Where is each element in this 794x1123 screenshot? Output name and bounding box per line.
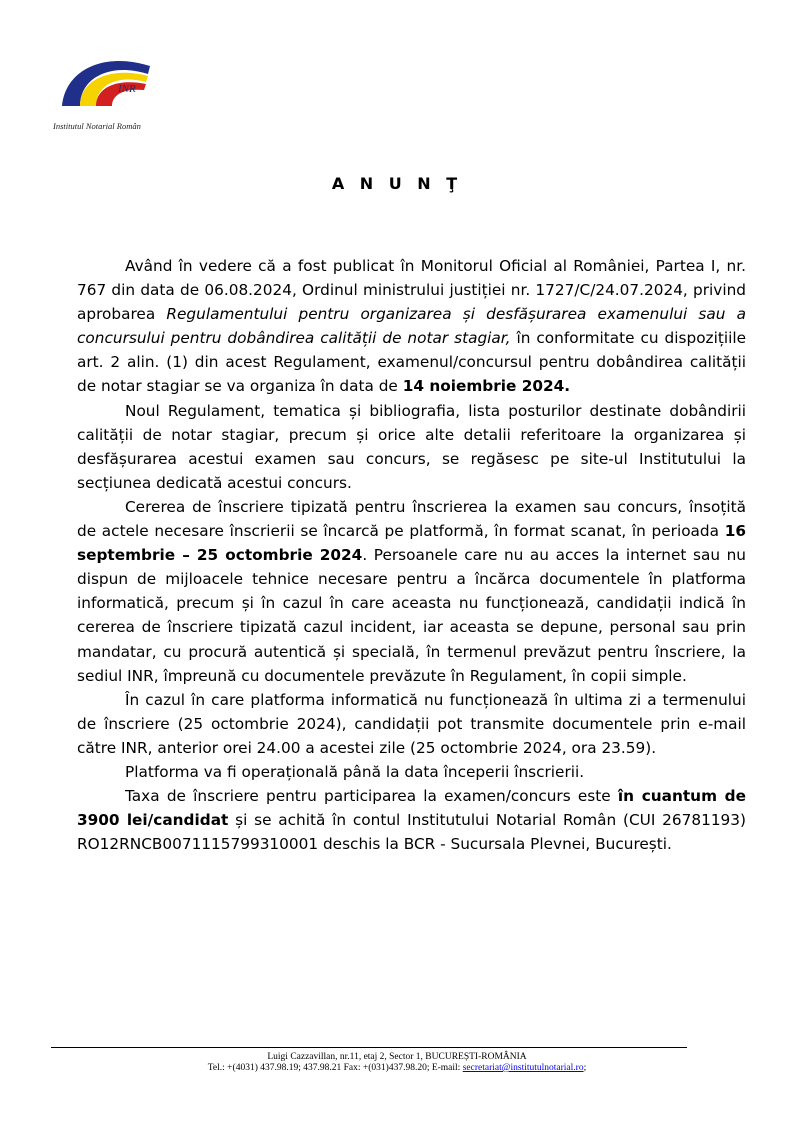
- footer-contact: Tel.: +(4031) 437.98.19; 437.98.21 Fax: +(031)437.98.20; E-mail: secretariat@institutulnotarial.ro;: [207, 1063, 587, 1073]
- page-title: A N U N Ţ: [331, 174, 463, 193]
- paragraph-registration: Cererea de înscriere tipizată pentru înscrierea la examen sau concurs, însoțită de actele necesare înscrierii se încarcă pe platformă, în format scanat, în perioada 16 septembrie – 25 octombrie 2024. Persoanele care nu au acces la internet sau nu dispun de mijloacele tehnice necesare pentru a încărca documentele în platforma informatică, precum și în cazul în care aceasta nu funcționează, candidații indică în cererea de înscriere tipizată cazul incident, iar aceasta se depune, personal sau prin mandatar, cu procură autentică și specială, în termenul prevăzut pentru înscriere, la sediul INR, împreună cu documentele prevăzute în Regulament, în copii simple.: [77, 497, 747, 685]
- paragraph-email-fallback: În cazul în care platforma informatică nu funcționează în ultima zi a termenului de înscriere (25 octombrie 2024), candidații pot transmite documentele prin e-mail către INR, anterior orei 24.00 a acestei zile (25 octombrie 2024, ora 23.59).: [77, 690, 746, 757]
- paragraph-platform: Platforma va fi operațională până la data începerii înscrierii.: [125, 762, 585, 781]
- registration-period: 16 septembrie – 25 octombrie 2024: [77, 522, 746, 565]
- announcement-body: [77, 254, 746, 856]
- fee-amount: în cuantum de 3900 lei/candidat: [77, 787, 746, 830]
- paragraph-exam-date: Având în vedere că a fost publicat în Monitorul Oficial al României, Partea I, nr. 767 din data de 06.08.2024, Ordinul ministrului justiției nr. 1727/C/24.07.2024, privind aprobarea Regulamentului pentru organizarea și desfășurarea examenului sau a concursului pentru dobândirea calității de notar stagiar, în conformitate cu dispozițiile art. 2 alin. (1) din acest Regulament, examenul/concursul pentru dobândirea calității de notar stagiar se va organiza în data de 14 noiembrie 2024.: [77, 257, 746, 396]
- inr-logo: [52, 50, 172, 132]
- logo-abbreviation: INR: [118, 83, 136, 95]
- paragraph-fee: Taxa de înscriere pentru participarea la examen/concurs este în cuantum de 3900 lei/candidat și se achită în contul Institutului Notarial Român (CUI 26781193) RO12RNCB0071115799310001 deschis la BCR - Sucursala Plevnei, București.: [77, 787, 746, 854]
- logo-institution-name: Institutul Notarial Român: [53, 121, 141, 131]
- footer-email-link[interactable]: secretariat@institutulnotarial.ro: [462, 1063, 584, 1073]
- exam-date: 14 noiembrie 2024.: [402, 377, 571, 396]
- regulation-title: Regulamentului pentru organizarea și desfășurarea examenului sau a concursului pentru dobândirea calității de notar stagiar,: [77, 305, 746, 348]
- footer-divider: [51, 1047, 687, 1048]
- footer: [0, 1052, 794, 1074]
- footer-address: Luigi Cazzavillan, nr.11, etaj 2, Sector 1, BUCUREȘTI-ROMÂNIA: [267, 1052, 527, 1062]
- logo-arcs-icon: [58, 50, 154, 110]
- paragraph-regulation-info: Noul Regulament, tematica și bibliografia, lista posturilor destinate dobândirii calității de notar stagiar, precum și orice alte detalii referitoare la organizarea și desfășurarea acestui examen sau concurs, se regăsesc pe site-ul Institutului la secțiunea dedicată acestui concurs.: [77, 401, 746, 492]
